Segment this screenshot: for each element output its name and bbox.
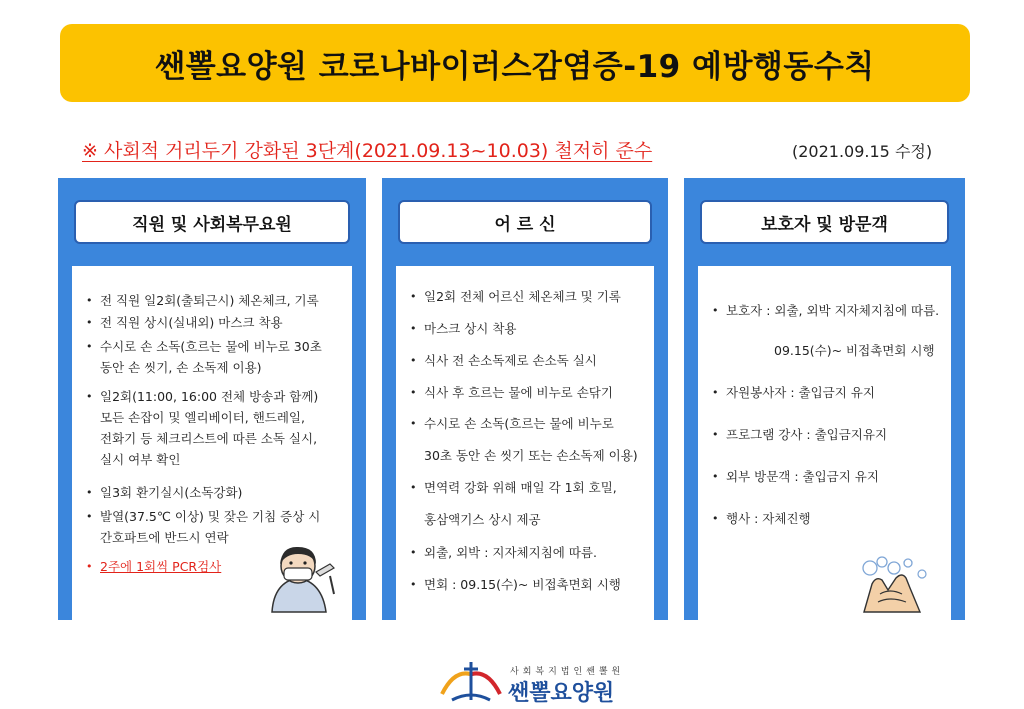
list-item: • 프로그램 강사 : 출입금지유지 <box>712 424 887 445</box>
list-item: • 면역력 강화 위해 매일 각 1회 호밀, 홍삼액기스 상시 제공 <box>410 472 617 536</box>
logo-emblem-icon <box>438 660 504 704</box>
list-item: • 수시로 손 소독(흐르는 물에 비누로 30초 동안 손 씻기 또는 손소독제 이용) <box>410 408 638 472</box>
panel-body <box>698 266 951 620</box>
panel-visitors <box>684 178 965 620</box>
list-item: • 식사 후 흐르는 물에 비누로 손닦기 <box>410 382 613 403</box>
list-item: • 발열(37.5℃ 이상) 및 잦은 기침 증상 시 간호파트에 반드시 연락 <box>86 506 320 548</box>
list-item: • 식사 전 손소독제로 손소독 실시 <box>410 350 597 371</box>
list-item: • 수시로 손 소독(흐르는 물에 비누로 30초 동안 손 씻기, 손 소독제 이용) <box>86 336 322 378</box>
page-title: 쌘뽈요양원 코로나바이러스감염증-19 예방행동수칙 <box>60 24 970 102</box>
logo-name: 쌘뽈요양원 <box>508 681 615 706</box>
list-item: • 전 직원 일2회(출퇴근시) 체온체크, 기록 <box>86 290 319 311</box>
list-item: • 보호자 : 외출, 외박 지자체지침에 따름. <box>712 300 939 321</box>
panel-body <box>396 266 654 620</box>
panel-staff <box>58 178 366 620</box>
list-item: 09.15(수)~ 비접촉면회 시행 <box>774 343 935 358</box>
list-item-pcr: • 2주에 1회씩 PCR검사 <box>86 556 221 577</box>
list-item: • 마스크 상시 착용 <box>410 318 516 339</box>
panel-heading: 직원 및 사회복무요원 <box>74 200 350 244</box>
panel-heading: 어 르 신 <box>398 200 652 244</box>
notice-banner: ※ 사회적 거리두기 강화된 3단계(2021.09.13~10.03) 철저히 준수 <box>82 140 653 162</box>
revision-date: (2021.09.15 수정) <box>792 142 933 161</box>
mask-person-icon <box>260 542 340 614</box>
list-item: • 자원봉사자 : 출입금지 유지 <box>712 382 875 403</box>
list-item: • 면회 : 09.15(수)~ 비접촉면회 시행 <box>410 574 621 595</box>
panel-body <box>72 266 352 620</box>
list-item: • 일3회 환기실시(소독강화) <box>86 482 242 503</box>
list-item: • 외출, 외박 : 지자체지침에 따름. <box>410 542 597 563</box>
panel-heading: 보호자 및 방문객 <box>700 200 949 244</box>
list-item: • 일2회(11:00, 16:00 전체 방송과 함께) 모든 손잡이 및 엘리베이터, 핸드레일, 전화기 등 체크리스트에 따른 소독 실시, 실시 여부 확인 <box>86 386 318 470</box>
list-item: • 전 직원 상시(실내외) 마스크 착용 <box>86 312 283 333</box>
list-item: • 행사 : 자체진행 <box>712 508 811 529</box>
panel-residents <box>382 178 668 620</box>
logo-subtitle: 사회복지법인쌘뽈원 <box>510 667 625 677</box>
list-item: • 일2회 전체 어르신 체온체크 및 기록 <box>410 286 621 307</box>
list-item: • 외부 방문객 : 출입금지 유지 <box>712 466 879 487</box>
handwashing-icon <box>850 554 946 614</box>
